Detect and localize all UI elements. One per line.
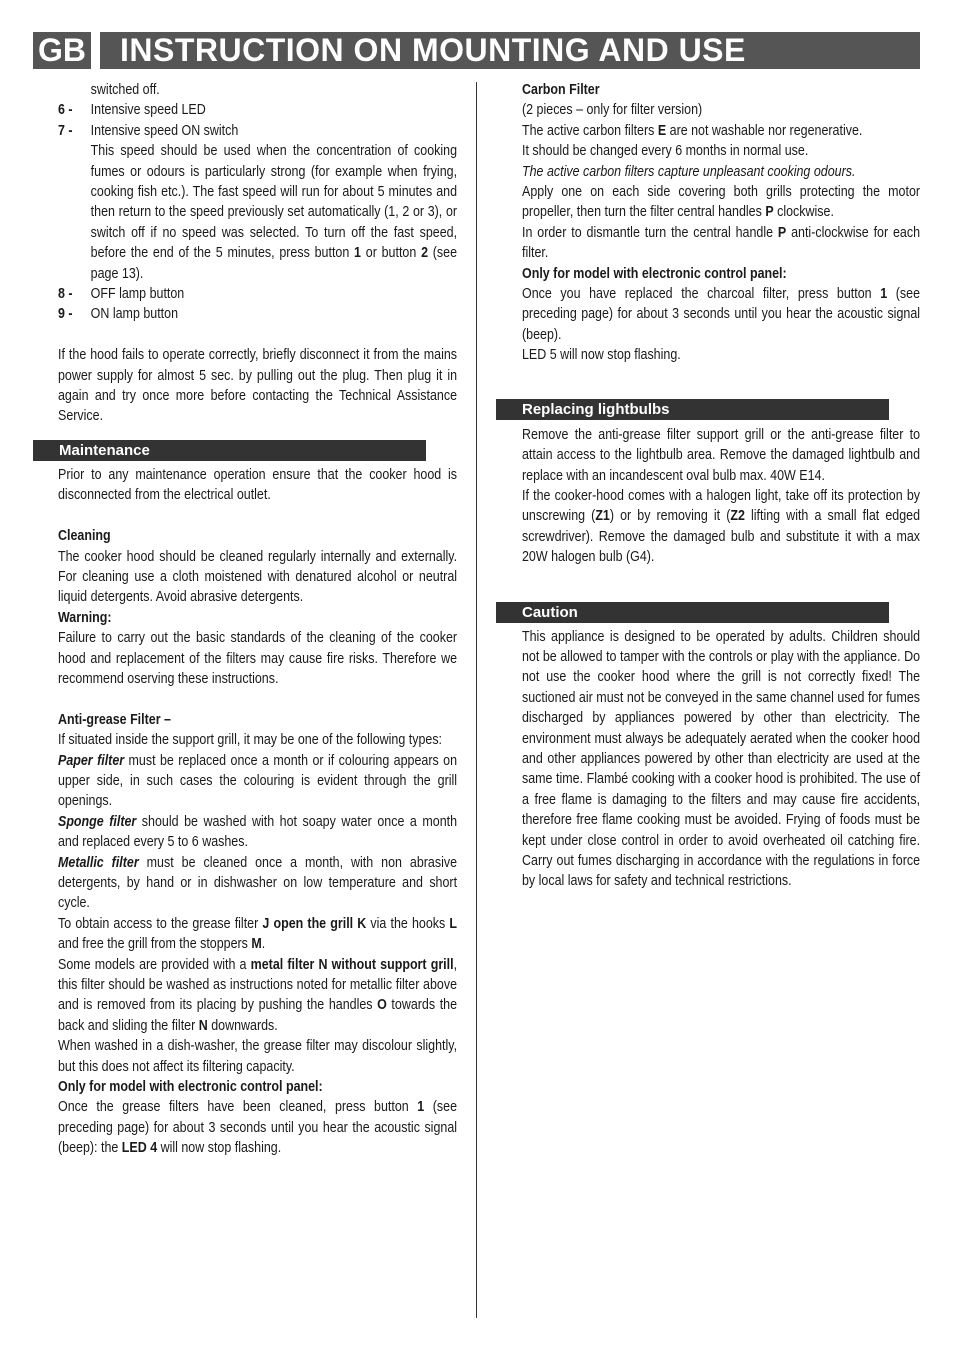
item-text: ON lamp button <box>90 306 179 323</box>
list-item <box>58 121 457 141</box>
maintenance-text: Prior to any maintenance operation ensure that the cooker hood is disconnected from the electrical outlet. <box>58 466 458 504</box>
apply-text: Apply one on each side covering both grills protecting the motor propeller, then turn the filter central handles P clockwise. <box>522 184 921 221</box>
list-item <box>58 304 457 324</box>
paper-filter-text: Paper filter must be replaced once a month or if colouring appears on upper side, in such cases the colouring is evident through the grill openings. <box>58 752 458 810</box>
sponge-filter-text: Sponge filter should be washed with hot soapy water once a month and replaced every 5 to 6 washes. <box>58 813 458 851</box>
list-item <box>58 284 457 304</box>
item-number: 7 - <box>58 122 73 139</box>
lightbulbs-text: Remove the anti-grease filter support grill or the anti-grease filter to attain access to the lightbulb area. Remove the damaged lightbulb and replace with an incandescent oval bulb max. 40W E14. <box>522 426 921 484</box>
electronic-panel-heading: Only for model with electronic control panel: <box>522 265 787 282</box>
electronic-panel-heading: Only for model with electronic control panel: <box>58 1079 323 1096</box>
antigrease-intro: If situated inside the support grill, it may be one of the following types: <box>58 732 443 749</box>
carbon-odours: The active carbon filters capture unpleasant cooking odours. <box>522 163 856 180</box>
cleaning-heading: Cleaning <box>58 528 111 545</box>
maintenance-heading: Maintenance <box>33 440 426 461</box>
item-text: Intensive speed LED <box>90 102 206 119</box>
dishwasher-text: When washed in a dish-washer, the grease filter may discolour slightly, but this does not affect its filtering capacity. <box>58 1038 458 1075</box>
item-number: 9 - <box>58 306 73 323</box>
halogen-text: If the cooker-hood comes with a halogen light, take off its protection by unscrewing (Z1) or by removing it (Z2 lifting with a small flat edged screwdriver). Remove the damaged bulb and substitute it with a max 20W halogen bulb (G4). <box>522 487 921 566</box>
warning-heading: Warning: <box>58 609 112 626</box>
metallic-filter-text: Metallic filter must be cleaned once a month, with non abrasive detergents, by hand or in dishwasher on low temperature and short cycle. <box>58 854 458 912</box>
column-divider <box>476 82 477 1318</box>
intensive-speed-description: This speed should be used when the concentration of cooking fumes or odours is particularly strong (for example when frying, cooking fish etc.). The fast speed will run for about 5 minutes and then return to the speed previously set automatically (1, 2 or 3), or switch off if no speed was selected. To turn off the fast speed, before the end of the 5 minutes, press button 1 or button 2 (see page 13). <box>90 143 458 282</box>
charcoal-reset-text: Once you have replaced the charcoal filter, press button 1 (see preceding page) for about 3 seconds until you hear the acoustic signal (beep). <box>522 286 921 343</box>
warning-text: Failure to carry out the basic standards of the cleaning of the cooker hood and replacement of the filters may cause fire risks. Therefore we recommend oserving these instructions. <box>58 630 458 687</box>
grease-reset-text: Once the grease filters have been cleaned, press button 1 (see preceding page) for about 3 seconds until you hear the acoustic signal (beep): the LED 4 will now stop flashing. <box>58 1099 458 1157</box>
page-title: INSTRUCTION ON MOUNTING AND USE <box>100 32 920 69</box>
right-column <box>522 80 921 892</box>
carbon-heading: Carbon Filter <box>522 82 600 98</box>
item-number: 6 - <box>58 102 73 119</box>
caution-text: This appliance is designed to be operated by adults. Children should not be allowed to tamper with the controls or play with the appliance. Do not use the cooker hood where the grill is not correctly fixed! The suctioned air must not be conveyed in the same channel used for fumes discharged by appliances powered by other than electricity. The environment must always be adequately aerated when the cooker hood and other appliances powered by other than electricity are used at the same time. Flambé cooking with a cooker hood is prohibited. The use of a free flame is damaging to the filters and may cause fire accidents, therefore free flame cooking must be avoided. Frying of foods must be kept under close control in order to avoid overheated oil catching fire. Carry out fumes discharging in accordance with the regulations in force by local laws for safety and technical restrictions. <box>522 628 921 890</box>
lightbulbs-heading: Replacing lightbulbs <box>496 399 889 420</box>
carbon-change: It should be changed every 6 months in normal use. <box>522 143 809 160</box>
item-number: 8 - <box>58 286 73 303</box>
list-item <box>58 100 457 120</box>
carbon-washable: The active carbon filters E are not washable nor regenerative. <box>522 122 863 139</box>
switched-off-text: switched off. <box>90 82 160 98</box>
led5-text: LED 5 will now stop flashing. <box>522 347 681 364</box>
item-text: Intensive speed ON switch <box>90 122 239 139</box>
cleaning-text: The cooker hood should be cleaned regularly internally and externally. For cleaning use a cloth moistened with denatured alcohol or neutral liquid detergents. Avoid abrasive detergents. <box>58 548 458 606</box>
language-badge: GB <box>33 32 91 69</box>
antigrease-heading: Anti-grease Filter – <box>58 711 171 728</box>
access-text: To obtain access to the grease filter J open the grill K via the hooks L and free the grill from the stoppers M. <box>58 915 458 953</box>
fail-text: If the hood fails to operate correctly, briefly disconnect it from the mains power supply for almost 5 sec. by pulling out the plug. Then plug it in again and try once more before contacting the Technical Assistance Service. <box>58 347 458 425</box>
left-column <box>58 80 458 1159</box>
metal-filter-text: Some models are provided with a metal filter N without support grill, this filter should be washed as instructions noted for metallic filter above and is removed from its placing by pushing the handles O towards the back and sliding the filter N downwards. <box>58 956 458 1034</box>
caution-heading: Caution <box>496 602 889 623</box>
dismantle-text: In order to dismantle turn the central handle P anti-clockwise for each filter. <box>522 224 921 262</box>
item-text: OFF lamp button <box>90 286 185 303</box>
carbon-pieces: (2 pieces – only for filter version) <box>522 102 703 119</box>
